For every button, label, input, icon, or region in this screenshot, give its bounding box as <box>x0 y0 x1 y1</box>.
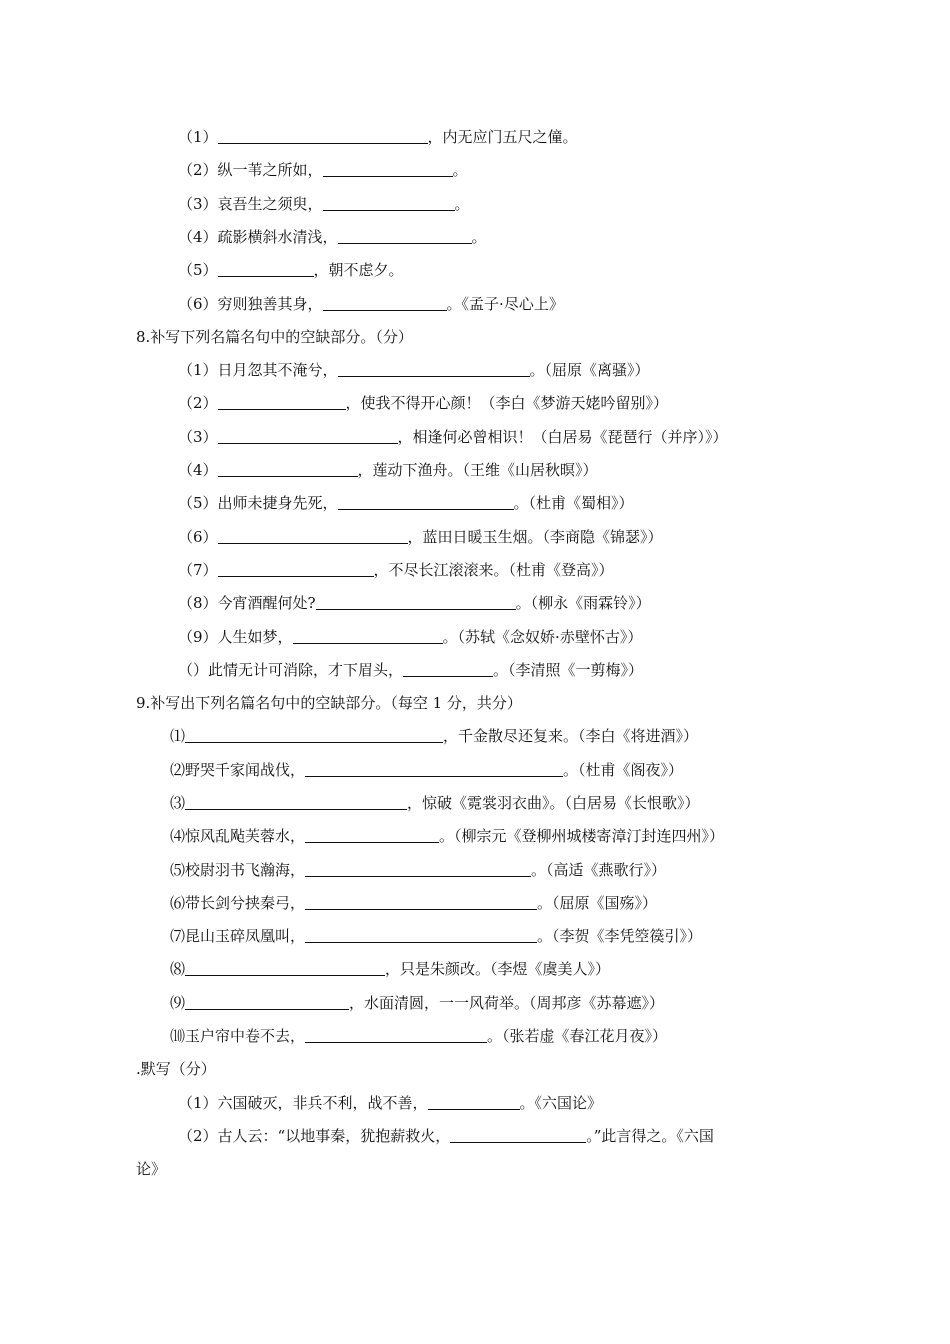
question-9-item <box>170 759 683 781</box>
question-9-item <box>170 825 724 847</box>
line-prefix: （6）穷则独善其身， <box>178 295 323 313</box>
line-suffix: ，只是朱颜改。（李煜《虞美人》） <box>385 960 611 978</box>
line-prefix: （1）六国破灭，非兵不利，战不善， <box>178 1094 428 1112</box>
fill-blank[interactable] <box>218 528 408 544</box>
section-a-item <box>178 193 470 215</box>
line-suffix: 。（屈原《离骚》） <box>529 361 650 379</box>
line-prefix: （1） <box>178 128 218 146</box>
question-9-item <box>170 992 664 1014</box>
question-8-item <box>178 592 651 614</box>
line-suffix: ，蓝田日暖玉生烟。（李商隐《锦瑟》） <box>407 528 663 546</box>
fill-blank[interactable] <box>305 761 563 777</box>
fill-blank[interactable] <box>323 161 453 177</box>
section-a-item <box>178 126 578 148</box>
question-8-item <box>178 559 614 581</box>
question-8-header: 8.补写下列名篇名句中的空缺部分。（分） <box>136 328 413 346</box>
section-a-item <box>178 293 564 315</box>
fill-blank[interactable] <box>305 1027 487 1043</box>
fill-blank[interactable] <box>305 894 537 910</box>
line-prefix: （5）出师未捷身先死， <box>178 494 338 512</box>
fill-blank[interactable] <box>450 1127 586 1143</box>
section-a-item <box>178 259 404 281</box>
question-8-item <box>178 392 668 414</box>
line-prefix: （）此情无计可消除，才下眉头， <box>178 661 404 679</box>
line-prefix: ⑹带长剑兮挟秦弓， <box>170 894 306 912</box>
line-prefix: （1）日月忽其不淹兮， <box>178 361 338 379</box>
fill-blank[interactable] <box>403 661 493 677</box>
line-suffix: 。（柳永《雨霖铃》） <box>515 594 651 612</box>
question-9-item <box>170 892 657 914</box>
line-suffix: ，水面清圆，一一风荷举。（周邦彦《苏幕遮》） <box>349 994 665 1012</box>
line-suffix: ，内无应门五尺之僮。 <box>427 128 578 146</box>
line-suffix: 。（杜甫《阁夜》） <box>563 761 684 779</box>
question-8-item <box>178 359 650 381</box>
line-suffix: 。 <box>471 228 487 246</box>
fill-blank[interactable] <box>218 128 428 144</box>
fill-blank[interactable] <box>218 461 358 477</box>
line-suffix: 。 <box>452 161 468 179</box>
question-9-item <box>170 1025 667 1047</box>
line-prefix: ⑷惊风乱飐芙蓉水， <box>170 827 306 845</box>
question-8-item <box>178 459 598 481</box>
line-prefix: （2）古人云：“以地事秦，犹抱薪救火， <box>178 1127 451 1145</box>
line-prefix: （5） <box>178 261 218 279</box>
question-9-item <box>170 925 702 947</box>
line-suffix: 。（柳宗元《登柳州城楼寄漳汀封连四州》） <box>439 827 725 845</box>
line-suffix: ，朝不虑夕。 <box>313 261 404 279</box>
line-suffix: 。（张若虚《春江花月夜》） <box>487 1027 668 1045</box>
question-9-item <box>170 792 700 814</box>
question-9-item <box>170 859 666 881</box>
line-prefix: ⑶ <box>170 794 186 812</box>
line-prefix: ⑽玉户帘中卷不去， <box>170 1027 306 1045</box>
fill-blank[interactable] <box>218 561 374 577</box>
line-prefix: ⑻ <box>170 960 186 978</box>
line-prefix: ⑼ <box>170 994 186 1012</box>
section-a-item <box>178 159 468 181</box>
line-suffix: 。（高适《燕歌行》） <box>531 861 667 879</box>
line-prefix: ⑴ <box>170 727 186 745</box>
line-prefix: （2）纵一苇之所如， <box>178 161 323 179</box>
fill-blank[interactable] <box>185 994 349 1010</box>
fill-blank[interactable] <box>305 827 439 843</box>
line-prefix: （9）人生如梦， <box>178 628 293 646</box>
line-suffix: ，千金散尽还复来。（李白《将进酒》） <box>443 727 699 745</box>
fill-blank[interactable] <box>338 361 530 377</box>
line-prefix: （2） <box>178 394 218 412</box>
question-9-header: 9.补写出下列名篇名句中的空缺部分。（每空 1 分，共分） <box>136 694 522 712</box>
line-suffix: ，相逢何必曾相识！（白居易《琵琶行（并序）》） <box>397 428 728 446</box>
line-prefix: （3） <box>178 428 218 446</box>
section-a-item <box>178 226 487 248</box>
fill-blank[interactable] <box>323 195 455 211</box>
fill-blank[interactable] <box>338 494 514 510</box>
line-prefix: （7） <box>178 561 218 579</box>
fill-blank[interactable] <box>305 927 537 943</box>
fill-blank[interactable] <box>428 1094 520 1110</box>
fill-blank[interactable] <box>316 594 516 610</box>
line-suffix: 。《六国论》 <box>519 1094 603 1112</box>
line-suffix: 。（苏轼《念奴娇·赤壁怀古》） <box>442 628 643 646</box>
line-suffix: ，不尽长江滚滚来。（杜甫《登高》） <box>373 561 614 579</box>
line-prefix: ⑵野哭千家闻战伐， <box>170 761 306 779</box>
line-prefix: ⑺昆山玉碎凤凰叫， <box>170 927 306 945</box>
fill-blank[interactable] <box>185 960 385 976</box>
question-8-item <box>178 492 634 514</box>
fill-blank[interactable] <box>218 428 398 444</box>
line-suffix: 。 <box>454 195 470 213</box>
fill-blank[interactable] <box>338 228 472 244</box>
line-prefix: （8）今宵酒醒何处? <box>178 594 316 612</box>
fill-blank[interactable] <box>293 628 443 644</box>
line-suffix: 。”此言得之。《六国 <box>586 1127 714 1145</box>
line-suffix: 。（李贺《李凭箜篌引》） <box>537 927 703 945</box>
line-suffix: ，惊破《霓裳羽衣曲》。（白居易《长恨歌》） <box>407 794 700 812</box>
line-prefix: （3）哀吾生之须臾， <box>178 195 323 213</box>
question-10-item <box>178 1092 602 1114</box>
question-10-item <box>178 1125 714 1147</box>
question-8-item <box>178 426 728 448</box>
fill-blank[interactable] <box>323 295 447 311</box>
question-9-item <box>170 725 698 747</box>
question-8-item <box>178 626 642 648</box>
line-suffix: 。（杜甫《蜀相》） <box>513 494 634 512</box>
fill-blank[interactable] <box>218 394 346 410</box>
fill-blank[interactable] <box>218 261 314 277</box>
line-prefix: （4） <box>178 461 218 479</box>
line-suffix: ，莲动下渔舟。（王维《山居秋暝》） <box>357 461 598 479</box>
fill-blank[interactable] <box>185 727 443 743</box>
question-8-item <box>178 659 643 681</box>
question-10-wrap: 论》 <box>136 1160 167 1178</box>
line-suffix: 。（李清照《一剪梅》） <box>493 661 644 679</box>
fill-blank[interactable] <box>305 861 531 877</box>
line-prefix: （4）疏影横斜水清浅， <box>178 228 338 246</box>
line-prefix: ⑸校尉羽书飞瀚海， <box>170 861 306 879</box>
question-10-header: .默写（分） <box>136 1060 216 1078</box>
line-suffix: ，使我不得开心颜！（李白《梦游天姥吟留别》） <box>345 394 669 412</box>
question-8-item <box>178 526 663 548</box>
line-suffix: 。（屈原《国殇》） <box>537 894 658 912</box>
question-9-item <box>170 958 610 980</box>
line-prefix: （6） <box>178 528 218 546</box>
fill-blank[interactable] <box>185 794 407 810</box>
line-suffix: 。《孟子·尽心上》 <box>446 295 564 313</box>
